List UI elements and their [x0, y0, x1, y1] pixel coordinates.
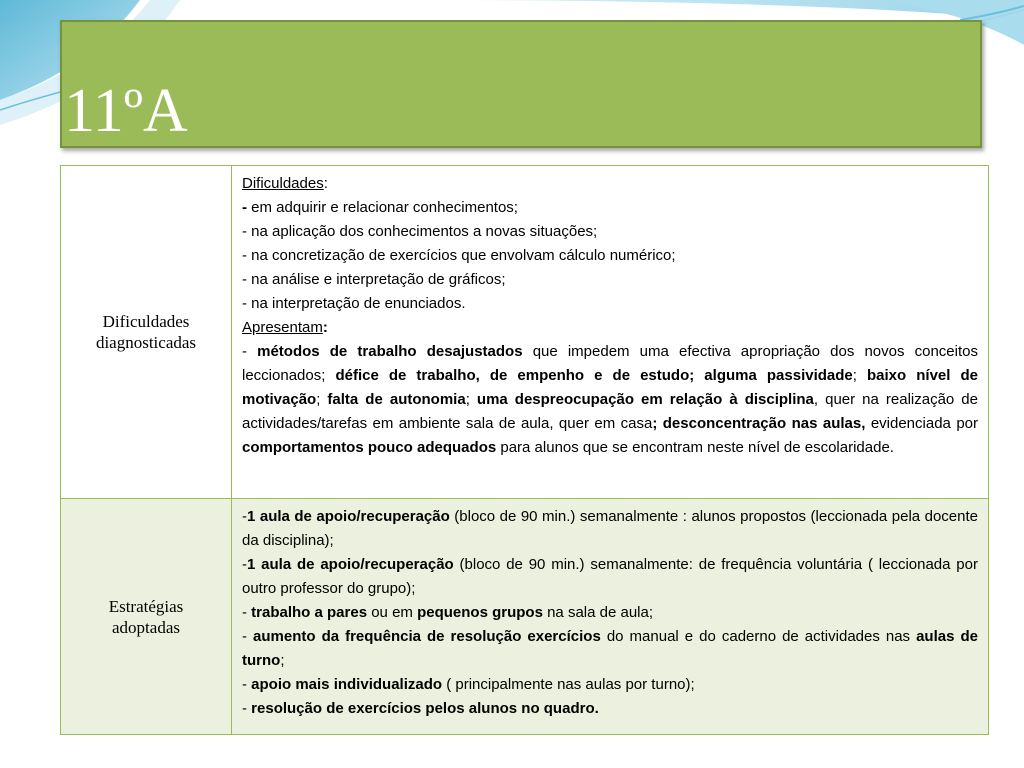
list-item: - na concretização de exercícios que envolvam cálculo numérico; [242, 247, 676, 264]
list-item: - em adquirir e relacionar conhecimentos; [242, 199, 518, 216]
list-item: - trabalho a pares ou em pequenos grupos na sala de aula; [242, 604, 654, 621]
table-row [61, 166, 989, 499]
list-item: - na interpretação de enunciados. [242, 295, 466, 312]
list-item: -1 aula de apoio/recuperação (bloco de 90 min.) semanalmente: de frequência voluntária ( leccionada por outro professor do grupo); [242, 556, 978, 597]
difficulties-content [232, 166, 989, 499]
list-item: - na análise e interpretação de gráficos; [242, 271, 506, 288]
list-item: - na aplicação dos conhecimentos a novas situações; [242, 223, 598, 240]
list-item: - apoio mais individualizado ( principalmente nas aulas por turno); [242, 676, 695, 693]
slide-title: 11ºA [64, 77, 188, 145]
content-table [60, 165, 989, 735]
title-banner [60, 20, 982, 148]
row-label-strategies [61, 499, 232, 735]
list-item: -1 aula de apoio/recuperação (bloco de 90 min.) semanalmente : alunos propostos (leccionada pela docente da disciplina); [242, 508, 979, 549]
heading-apresentam: Apresentam: [242, 319, 328, 336]
label-line: diagnosticadas [95, 333, 197, 352]
strategies-content [232, 499, 989, 735]
apresentam-paragraph: - métodos de trabalho desajustados que impedem uma efectiva apropriação dos novos conceitos leccionados; défice de trabalho, de empenho e de estudo; alguma passividade; baixo nível de motivação; falta de autonomia; uma despreocupação em relação à disciplina, quer na realização de actividades/tarefas em ambiente sala de aula, quer em casa; desconcentração nas aulas, evidenciada por comportamentos pouco adequados para alunos que se encontram neste nível de escolaridade. [242, 343, 978, 456]
label-line: adoptadas [112, 617, 180, 637]
list-item: - aumento da frequência de resolução exercícios do manual e do caderno de actividades nas aulas de turno; [242, 628, 978, 669]
row-label-difficulties [61, 166, 232, 499]
label-line: Estratégias [108, 596, 184, 616]
table-row [61, 499, 989, 735]
label-line: Dificuldades [102, 312, 190, 331]
heading-difficulties: Dificuldades: [242, 175, 328, 192]
list-item: - resolução de exercícios pelos alunos no quadro. [242, 700, 599, 717]
